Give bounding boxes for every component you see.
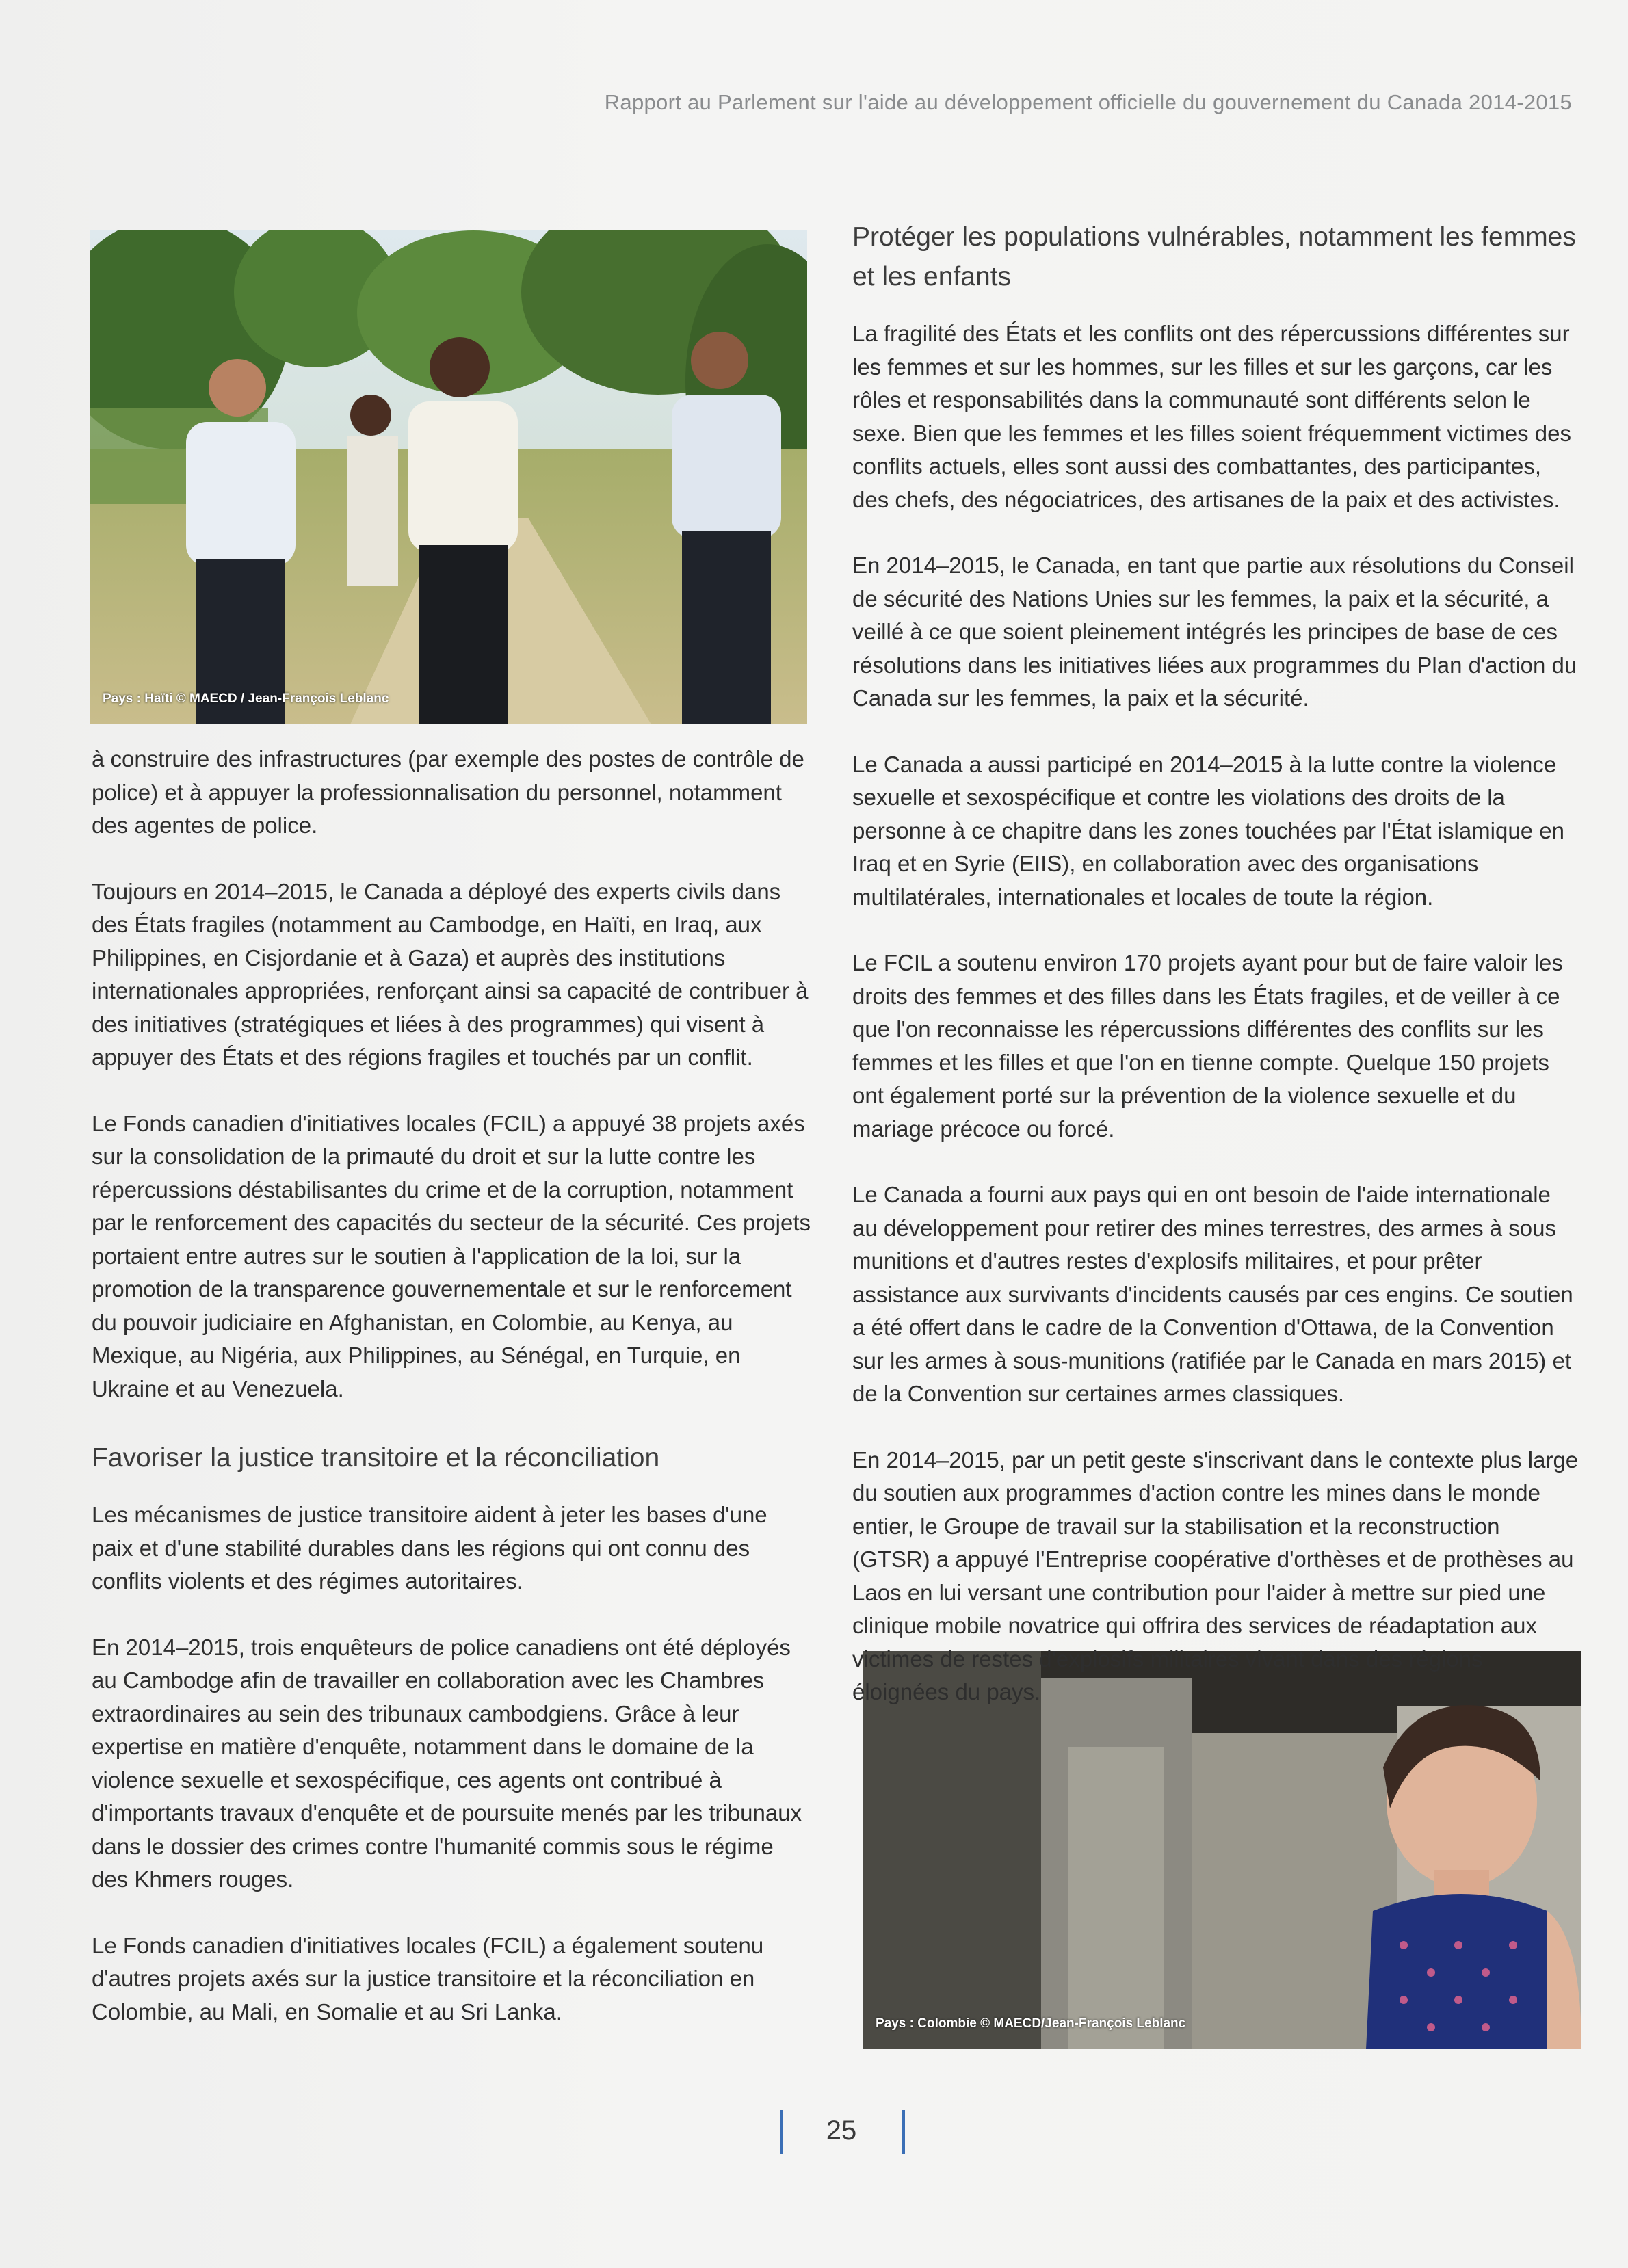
section-heading: Protéger les populations vulnérables, notamment les femmes et les enfants (852, 222, 1576, 291)
section-heading: Favoriser la justice transitoire et la réconciliation (92, 1443, 660, 1473)
paragraph: Le Fonds canadien d'initiatives locales (FCIL) a également soutenu d'autres projets axés sur la justice transitoire et la réconciliation en Colombie, au Mali, en Somalie et au Sri Lanka. (92, 1932, 764, 2025)
paragraph: Le Canada a aussi participé en 2014–2015 à la lutte contre la violence sexuelle et sexospécifique et contre les violations des droits de la personne à ce chapitre dans les zones touchées par l'État islamique en Iraq et en Syrie (EIIS), en collaboration avec des organisations multilatérales, internationales et locales de toute la région. (852, 751, 1564, 910)
paragraph: Le FCIL a soutenu environ 170 projets ayant pour but de faire valoir les droits des femmes et des filles dans les États fragiles, et de veiller à ce que l'on reconnaisse les répercussions différentes des conflits sur les femmes et les filles et que l'on en tienne compte. Quelque 150 projets ont également porté sur la prévention de la violence sexuelle et du mariage précoce ou forcé. (852, 950, 1563, 1142)
photo-caption: Pays : Colombie © MAECD/Jean-François Leblanc (876, 2016, 1186, 2031)
paragraph: à construire des infrastructures (par exemple des postes de contrôle de police) et à appuyer la professionnalisation du personnel, notamment des agentes de police. (92, 746, 804, 838)
folio-bar-left (780, 2110, 783, 2154)
photo-police-officers (90, 230, 807, 724)
paragraph: Toujours en 2014–2015, le Canada a déployé des experts civils dans des États fragiles (notamment au Cambodge, en Haïti, en Iraq, aux Philippines, en Cisjordanie et à Gaza) et auprès des institutions internationales appropriées, renforçant ainsi sa capacité de contribuer à des initiatives (stratégiques et liées à des programmes) qui visent à appuyer des États et des régions fragiles et touchés par un conflit. (92, 878, 809, 1070)
paragraph: Le Fonds canadien d'initiatives locales (FCIL) a appuyé 38 projets axés sur la consolidation de la primauté du droit et sur la lutte contre les répercussions déstabilisantes du crime et de la corruption, notamment par le renforcement des capacités du secteur de la sécurité. Ces projets portaient entre autres sur le soutien à l'application de la loi, sur la promotion de la transparence gouvernementale et sur le renforcement du pouvoir judiciaire en Afghanistan, en Colombie, au Kenya, au Mexique, au Nigéria, aux Philippines, au Sénégal, en Turquie, en Ukraine et au Venezuela. (92, 1110, 811, 1401)
left-column (92, 743, 814, 2061)
paragraph: La fragilité des États et les conflits ont des répercussions différentes sur les femmes et sur les hommes, sur les filles et sur les garçons, car les rôles et responsabilités dans la communauté sont différents selon le sexe. Bien que les femmes et les filles soient fréquemment victimes des conflits actuels, elles sont aussi des combattantes, des participantes, des chefs, des négociatrices, des artisanes de la paix et des activistes. (852, 321, 1571, 512)
paragraph: En 2014–2015, par un petit geste s'inscrivant dans le contexte plus large du soutien aux programmes d'action contre les mines dans le monde entier, le Groupe de travail sur la stabilisation et la reconstruction (GTSR) a appuyé l'Entreprise coopérative d'orthèses et de prothèses au Laos en lui versant une contribution pour l'aider à mettre sur pied une clinique mobile novatrice qui offrira des services de réadaptation aux victimes de restes d'explosifs militaires vivant dans des régions éloignées du pays. (852, 1447, 1579, 1704)
paragraph: Les mécanismes de justice transitoire aident à jeter les bases d'une paix et d'une stabilité durables dans les régions qui ont connu des conflits violents et des régimes autoritaires. (92, 1502, 767, 1594)
right-column (852, 217, 1581, 1742)
photo-caption: Pays : Haïti © MAECD / Jean-François Leblanc (103, 691, 389, 706)
paragraph: En 2014–2015, le Canada, en tant que partie aux résolutions du Conseil de sécurité des Nations Unies sur les femmes, la paix et la sécurité, a veillé à ce que soient pleinement intégrés les principes de base de ces résolutions dans les initiatives liées aux programmes du Plan d'action du Canada sur les femmes, la paix et la sécurité. (852, 553, 1577, 711)
running-header: Rapport au Parlement sur l'aide au développement officielle du gouvernement du Canada 2014-2015 (604, 90, 1572, 114)
paragraph: En 2014–2015, trois enquêteurs de police canadiens ont été déployés au Cambodge afin de travailler en collaboration avec les Chambres extraordinaires au sein des tribunaux cambodgiens. Grâce à leur expertise en matière d'enquête, notamment dans le domaine de la violence sexuelle et sexospécifique, ces agents ont contribué à d'importants travaux d'enquête et de poursuite menés par les tribunaux dans le dossier des crimes contre l'humanité commis sous le régime des Khmers rouges. (92, 1634, 802, 1892)
page-folio (0, 2109, 1628, 2157)
folio-bar-right (902, 2110, 905, 2154)
paragraph: Le Canada a fourni aux pays qui en ont besoin de l'aide internationale au développement pour retirer des mines terrestres, des armes à sous munitions et d'autres restes d'explosifs militaires, et pour prêter assistance aux survivants d'incidents causés par ces engins. Ce soutien a été offert dans le cadre de la Convention d'Ottawa, de la Convention sur les armes à sous-munitions (ratifiée par le Canada en mars 2015) et de la Convention sur certaines armes classiques. (852, 1182, 1573, 1406)
page-number: 25 (826, 2115, 857, 2146)
